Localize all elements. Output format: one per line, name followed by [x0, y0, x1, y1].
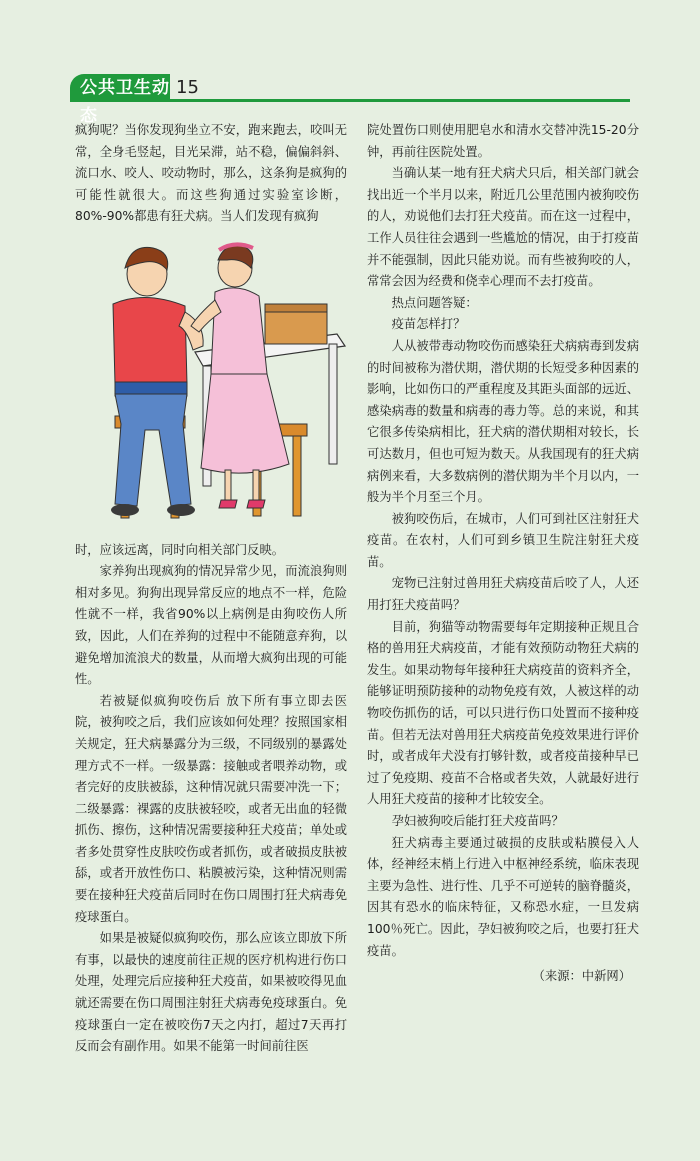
section-title: 公共卫生动态	[70, 74, 170, 102]
paragraph: 人从被带毒动物咬伤而感染狂犬病病毒到发病的时间被称为潜伏期，潜伏期的长短受多种因素的影响，比如伤口的严重程度及其距头面部的远近、感染病毒的数量和病毒的毒力等。总的来说，和其它很多传染病相比，狂犬病的潜伏期相对较长，长可达数月，但也可短为数天。从我国现有的狂犬病病例来看，大多数病例的潜伏期为半个月以内，一般为半个月至三个月。	[367, 338, 639, 505]
paragraph: 若被疑似疯狗咬伤后 放下所有事立即去医院，被狗咬之后，我们应该如何处理？按照国家相关规定，狂犬病暴露分为三级，不同级别的暴露处理方式不一样。一级暴露：接触或者喂养动物，或者完好的皮肤被舔，这种情况就只需要冲洗一下；二级暴露：裸露的皮肤被轻咬，或者无出血的轻微抓伤、擦伤，这种情况需要接种狂犬疫苗；单处或者多处贯穿性皮肤咬伤或者抓伤，或者破损皮肤被舔，或者开放性伤口、粘膜被污染，这种情况则需要在接种狂犬疫苗后同时在伤口周围打狂犬病毒免疫球蛋白。	[75, 693, 347, 924]
paragraph: 目前，狗猫等动物需要每年定期接种正规且合格的兽用狂犬病疫苗，才能有效预防动物狂犬病的发生。如果动物每年接种狂犬病疫苗的资料齐全，能够证明预防接种的动物免疫有效，人被这样的动物咬伤抓伤的话，可以只进行伤口处置而不接种疫苗。但若无法对兽用狂犬病疫苗免疫效果进行评价时，或者成年犬没有打够针数，或者疫苗接种早已过了免疫期、疫苗不合格或者失效，人就最好进行人用狂犬疫苗的接种才比较安全。	[367, 619, 639, 807]
paragraph: 被狗咬伤后，在城市，人们可到社区注射狂犬疫苗。在农村，人们可到乡镇卫生院注射狂犬疫苗。	[367, 511, 639, 569]
page-number: 15	[176, 77, 199, 98]
paragraph: 如果是被疑似疯狗咬伤，那么应该立即放下所有事，以最快的速度前往正规的医疗机构进行伤口处理，处理完后应接种狂犬疫苗，如果被咬得见血就还需要在伤口周围注射狂犬病毒免疫球蛋白。免疫球蛋白一定在被咬伤7天之内打，超过7天再打反而会有副作用。如果不能第一时间前往医	[75, 931, 347, 1054]
paragraph: 当确认某一地有狂犬病犬只后，相关部门就会找出近一个半月以来，附近几公里范围内被狗咬伤的人，劝说他们去打狂犬疫苗。而在这一过程中，工作人员往往会遇到一些尴尬的情况，由于打疫苗并不能强制，因此只能劝说。而有些被狗咬的人，常常会因为经费和侥幸心理而不去打疫苗。	[367, 166, 639, 289]
left-column	[75, 120, 347, 1058]
paragraph: 时，应该远离，同时向相关部门反映。	[75, 542, 285, 557]
paragraph: 疯狗呢？当你发现狗坐立不安，跑来跑去，咬叫无常，全身毛竖起，目光呆滞，站不稳，偏偏斜斜、流口水、咬人、咬动物时，那么，这条狗是疯狗的可能性就很大。而这些狗通过实验室诊断，80%-90%都患有狂犬病。当人们发现有疯狗	[75, 123, 347, 224]
vaccination-illustration	[75, 234, 347, 529]
right-column	[367, 120, 639, 988]
question: 孕妇被狗咬后能打狂犬疫苗吗？	[391, 814, 564, 828]
question: 疫苗怎样打？	[391, 317, 466, 332]
page-header	[70, 70, 630, 126]
paragraph: 家养狗出现疯狗的情况异常少见，而流浪狗则相对多见。狗狗出现异常反应的地点不一样，危险性就不一样，我省90%以上病例是由狗咬伤人所致，因此，人们在养狗的过程中不能随意弃狗，以避免增加流浪犬的数量，从而增大疯狗出现的可能性。	[75, 564, 347, 687]
paragraph: 狂犬病毒主要通过破损的皮肤或粘膜侵入人体，经神经末梢上行进入中枢神经系统，临床表现主要为急性、进行性、几乎不可逆转的脑脊髓炎，因其有恐水的临床特征，又称恐水症，一旦发病100％死亡。因此，孕妇被狗咬之后，也要打狂犬疫苗。	[367, 835, 639, 958]
hot-questions-heading: 热点问题答疑：	[391, 295, 478, 310]
source-credit: （来源：中新网）	[532, 969, 631, 984]
header-rule	[70, 99, 630, 102]
paragraph: 院处置伤口则使用肥皂水和清水交替冲洗15-20分钟，再前往医院处置。	[367, 123, 639, 159]
question: 宠物已注射过兽用狂犬病疫苗后咬了人，人还用打狂犬疫苗吗？	[367, 576, 639, 613]
